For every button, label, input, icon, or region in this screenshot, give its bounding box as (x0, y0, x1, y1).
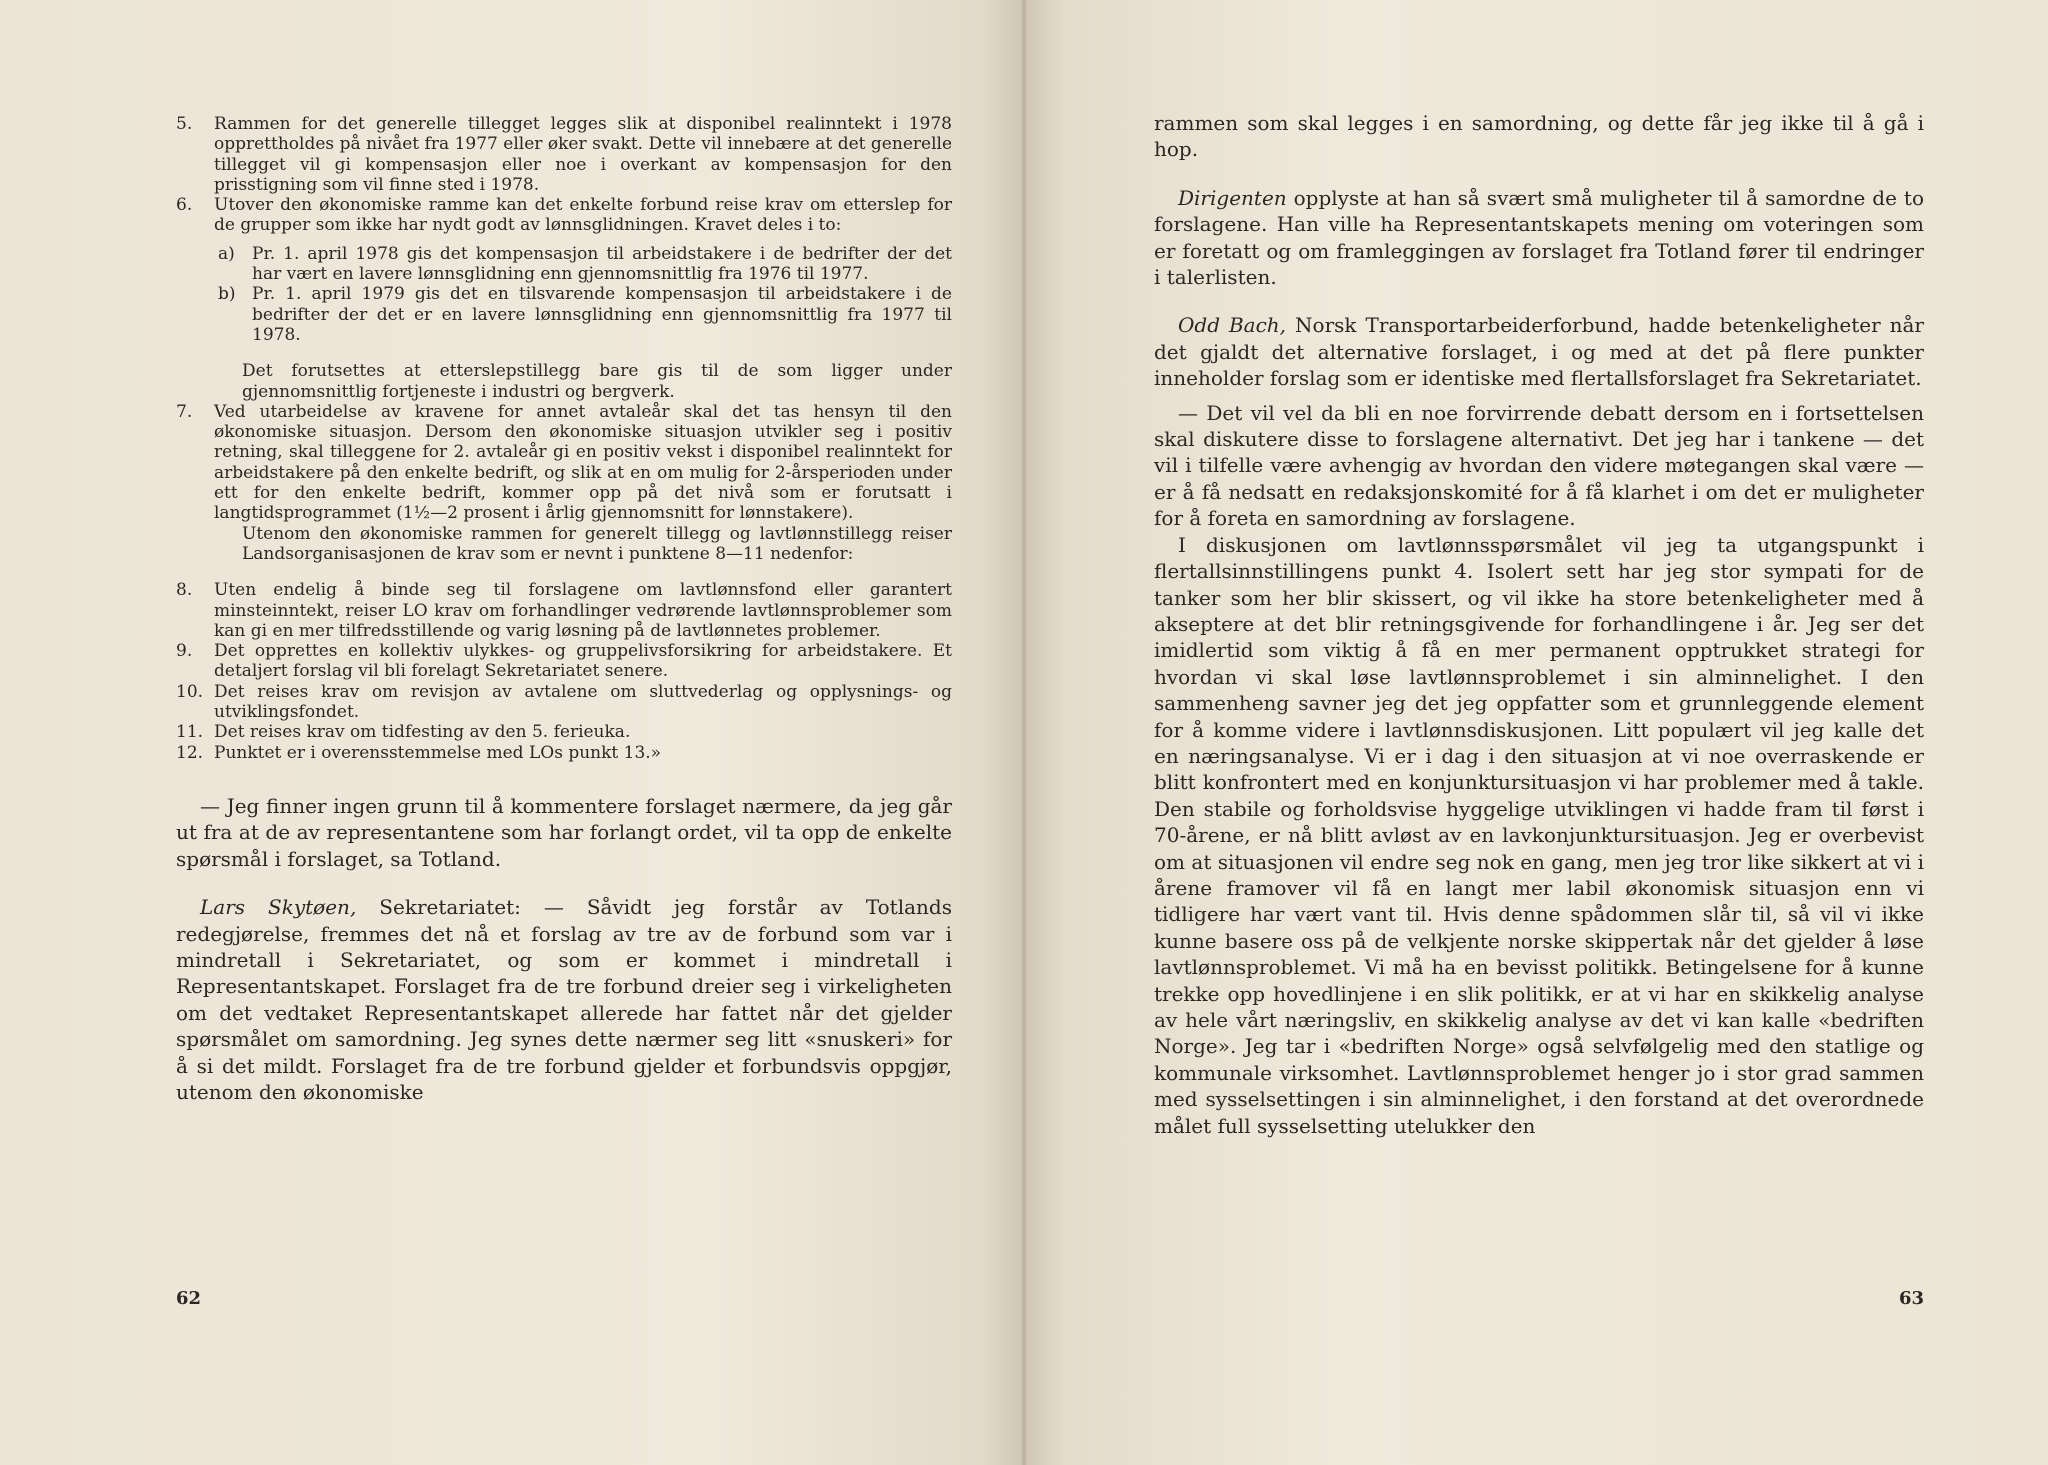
item-text: Punktet er i overensstemmelse med LOs punkt 13.» (214, 742, 662, 763)
page-number: 63 (1898, 1288, 1924, 1309)
sub-item-text: Pr. 1. april 1978 gis det kompensasjon til arbeidstakere i de bedrifter der det har vært en lavere lønnsglidning enn gjennomsnittlig fra 1976 til 1977. (252, 243, 952, 285)
list-item (176, 195, 952, 236)
paragraph: — Jeg finner ingen grunn til å kommentere forslaget nærmere, da jeg går ut fra at de av representantene som har forlangt ordet, vil ta opp de enkelte spørsmål i forslaget, sa Totland. (176, 793, 952, 871)
item-number: 12. (176, 742, 204, 763)
list-item (176, 114, 952, 195)
item-text: Det reises krav om revisjon av avtalene om sluttvederlag og opplysnings- og utviklingsfondet. (214, 681, 952, 723)
speaker-name: Lars Skytøen, (200, 895, 357, 920)
note-paragraph: Det forutsettes at etterslepstillegg bare gis til de som ligger under gjennomsnittlig fortjeneste i industri og bergverk. (242, 361, 952, 402)
list-item (176, 580, 952, 641)
item-number: 6. (176, 195, 193, 216)
right-page (1024, 0, 2048, 1465)
list-item (176, 682, 952, 723)
book-gutter (1022, 0, 1026, 1465)
list-item (176, 641, 952, 682)
page-number: 62 (176, 1288, 202, 1309)
item-number: 9. (176, 641, 193, 662)
speech-text: opplyste at han så svært små muligheter til å samordne de to forslagene. Han ville ha Representantskapets mening om voteringen som er foretatt og om framleggingen av forslaget fra Totland fører til endringer i talerlisten. (1154, 185, 1924, 290)
sub-item (218, 244, 952, 285)
paragraph: — Det vil vel da bli en noe forvirrende debatt dersom en i fortsettelsen skal diskutere disse to forslagene alternativt. Det jeg har i tankene — det vil i tilfelle være avhengig av hvordan den videre møtegangen skal være — er å få nedsatt en redaksjonskomité for å få klarhet i om det er muligheter for å foreta en samordning av forslagene. (1154, 400, 1924, 531)
item-text: Ved utarbeidelse av kravene for annet avtaleår skal det tas hensyn til den økonomiske situasjon. Dersom den økonomiske situasjon utvikler seg i positiv retning, skal tilleggene for 2. avtaleår gi en positiv vekst i disponibel realinntekt for arbeidstakere på den enkelte bedrift, og slik at en om mulig for 2-årsperioden under ett for den enkelte bedrift, kommer opp på det nivå som er forutsatt i langtidsprogrammet (1½—2 prosent i årlig gjennomsnitt for lønnstakere). (214, 401, 952, 524)
speaker-name: Dirigenten (1178, 185, 1287, 210)
paragraph (1154, 185, 1924, 291)
item-number: 7. (176, 401, 193, 422)
item-text: Det reises krav om tidfesting av den 5. ferieuka. (214, 722, 631, 743)
sub-item-label: a) (218, 243, 235, 264)
sub-item (218, 284, 952, 345)
paragraph: rammen som skal legges i en samordning, og dette får jeg ikke til å gå i hop. (1154, 111, 1924, 162)
paragraph: I diskusjonen om lavtlønnsspørsmålet vil jeg ta utgangspunkt i flertallsinnstillingens punkt 4. Isolert sett har jeg stor sympati for de tanker som her blir skissert, og vil ikke ha store betenkeligheter med å akseptere at det blir retningsgivende for forhandlingene i år. Jeg ser det imidlertid som viktig å få en mer permanent opptrukket strategi for hvordan vi skal løse lavtlønnsproblemet i sin alminnelighet. I den sammenheng savner jeg det jeg oppfatter som et grunnleggende element for å komme videre i lavtlønnsdiskusjonen. Litt populært vil jeg kalle det en næringsanalyse. Vi er i dag i den situasjon at vi noe overraskende er blitt konfrontert med en konjunktursituasjon vi har problemer med å takle. Den stabile og forholdsvise hyggelige utviklingen vi hadde fram til først i 70-årene, er nå blitt avløst av en lavkonjunktursituasjon. Jeg er overbevist om at situasjonen vil endre seg nok en gang, men jeg tror like sikkert at vi i årene framover vil få en langt mer labil økonomisk situasjon enn vi tidligere har vært vant til. Hvis denne spådommen slår til, så vil vi ikke kunne basere oss på de velkjente norske skippertak når det gjelder å løse lavtlønnsproblemet. Vi må ha en bevisst politikk. Betingelsene for å kunne trekke opp hovedlinjene i en slik politikk, er at vi har en skikkelig analyse av hele vårt næringsliv, en skikkelig analyse av det vi kan kalle «bedriften Norge». Jeg tar i «bedriften Norge» også selvfølgelig med den statlige og kommunale virksomhet. Lavtlønnsproblemet henger jo i stor grad sammen med sysselsettingen i sin alminnelighet, i den forstand at det overordnede målet full sysselsetting utelukker den (1154, 532, 1924, 1138)
item-number: 11. (176, 722, 204, 743)
list-item (176, 743, 952, 763)
left-page-content (176, 114, 952, 1105)
item-number: 10. (176, 681, 204, 702)
speech-text: Norsk Transportarbeiderforbund, hadde betenkeligheter når det gjaldt det alternative forslaget, i og med at det på flere punkter inneholder forslag som er identiske med flertallsforslaget fra Sekretariatet. (1154, 313, 1924, 391)
sub-item-text: Pr. 1. april 1979 gis det en tilsvarende kompensasjon til arbeidstakere i de bedrifter der det er en lavere lønnsglidning enn gjennomsnittlig fra 1977 til 1978. (252, 284, 952, 345)
item-number: 5. (176, 114, 193, 134)
item-text: Det opprettes en kollektiv ulykkes- og gruppelivsforsikring for arbeidstakere. Et detaljert forslag vil bli forelagt Sekretariatet senere. (214, 641, 952, 682)
item-text: Uten endelig å binde seg til forslagene om lavtlønnsfond eller garantert minsteinntekt, reiser LO krav om forhandlinger vedrørende lavtlønnsproblemer som kan gi en mer tilfredsstillende og varig løsning på de lavtlønnetes problemer. (214, 580, 952, 641)
resolution-list (176, 114, 952, 763)
paragraph (176, 894, 952, 1105)
speech-text: Sekretariatet: — Såvidt jeg forstår av Totlands redegjørelse, fremmes det nå et forslag av tre av de forbund som var i mindretall i Sekretariatet, og som er kommet i mindretall i Representantskapet. Forslaget fra de tre forbund dreier seg i virkeligheten om det vedtaket Representantskapet allerede har fattet når det gjelder spørsmålet om samordning. Jeg synes dette nærmer seg litt «snuskeri» for å si det mildt. Forslaget fra de tre forbund gjelder et forbundsvis oppgjør, utenom den økonomiske (176, 895, 952, 1104)
speaker-name: Odd Bach, (1178, 313, 1287, 338)
item-number: 8. (176, 580, 193, 601)
item-text: Rammen for det generelle tillegget legges slik at disponibel realinntekt i 1978 opprettholdes på nivået fra 1977 eller øker svakt. Dette vil innebære at det generelle tillegget vil gi kompensasjon eller noe i overkant av kompensasjon for den prisstigning som vil finne sted i 1978. (214, 114, 952, 195)
body-text (1154, 110, 1924, 1139)
body-text (176, 793, 952, 1105)
note-paragraph: Utenom den økonomiske rammen for generelt tillegg og lavtlønnstillegg reiser Landsorganisasjonen de krav som er nevnt i punktene 8—11 nedenfor: (242, 523, 952, 564)
item-text: Utover den økonomiske ramme kan det enkelte forbund reise krav om etterslep for de grupper som ikke har nydt godt av lønnsglidningen. Kravet deles i to: (214, 195, 952, 236)
paragraph (1154, 312, 1924, 391)
sub-item-label: b) (218, 284, 236, 305)
right-page-content (1154, 110, 1924, 1139)
list-item (176, 722, 952, 742)
list-item (176, 402, 952, 524)
